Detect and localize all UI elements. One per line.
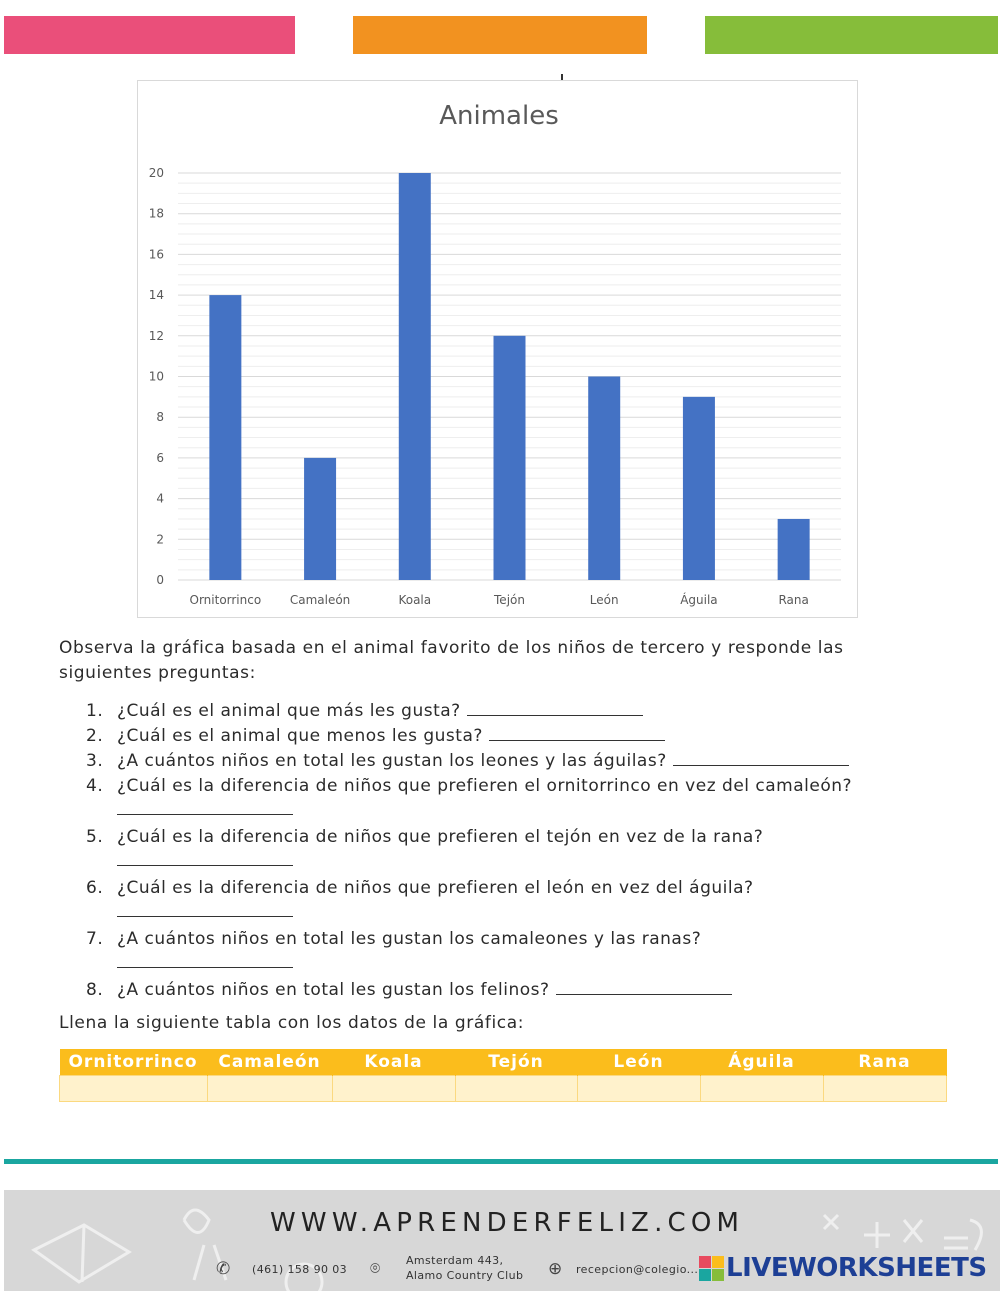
table-input-row xyxy=(60,1076,947,1102)
table-header-cell: Tejón xyxy=(455,1049,577,1076)
bar-rana xyxy=(778,519,810,580)
table-input-cell[interactable] xyxy=(207,1076,332,1102)
question-item xyxy=(86,699,946,724)
x-tick-label: Águila xyxy=(680,593,718,607)
y-tick-label: 12 xyxy=(148,328,164,343)
bar-ornitorrinco xyxy=(209,295,241,580)
question-text: ¿Cuál es el animal que menos les gusta? xyxy=(117,726,483,746)
question-item xyxy=(86,825,946,866)
bar-león xyxy=(588,377,620,581)
location-icon: ⌾ xyxy=(370,1259,381,1279)
y-tick-label: 18 xyxy=(148,206,164,221)
table-header-cell: Camaleón xyxy=(207,1049,332,1076)
answer-blank[interactable] xyxy=(673,749,849,766)
question-list xyxy=(86,699,946,1003)
bar-koala xyxy=(399,173,431,580)
question-item xyxy=(86,774,946,815)
x-tick-label: Camaleón xyxy=(289,593,351,607)
decor-bar-orange xyxy=(353,16,647,54)
x-tick-label: Ornitorrinco xyxy=(189,593,262,607)
y-tick-label: 6 xyxy=(156,450,164,465)
answer-blank[interactable] xyxy=(556,978,732,995)
table-header-row xyxy=(60,1049,947,1076)
bar-tejón xyxy=(494,336,526,580)
table-header-cell: León xyxy=(577,1049,700,1076)
question-number: 5. xyxy=(86,827,104,847)
table-input-cell[interactable] xyxy=(823,1076,946,1102)
table-label: Llena la siguiente tabla con los datos de la gráfica: xyxy=(59,1013,525,1033)
question-text: ¿Cuál es el animal que más les gusta? xyxy=(117,701,461,721)
x-tick-label: Koala xyxy=(398,593,432,607)
y-tick-label: 16 xyxy=(148,247,164,262)
table-header-cell: Ornitorrinco xyxy=(60,1049,208,1076)
question-number: 6. xyxy=(86,878,104,898)
chart-title: Animales xyxy=(439,101,559,131)
table-input-cell[interactable] xyxy=(60,1076,208,1102)
answer-blank[interactable] xyxy=(489,724,665,741)
question-text: ¿A cuántos niños en total les gustan los leones y las águilas? xyxy=(117,751,667,771)
footer-address-line2: Alamo Country Club xyxy=(406,1269,524,1282)
question-number: 1. xyxy=(86,701,104,721)
phone-icon: ✆ xyxy=(216,1259,231,1279)
x-tick-label: Rana xyxy=(778,593,809,607)
y-tick-label: 8 xyxy=(156,410,164,425)
decor-bar-green xyxy=(705,16,998,54)
table-input-cell[interactable] xyxy=(332,1076,455,1102)
table-input-cell[interactable] xyxy=(700,1076,823,1102)
question-text: ¿A cuántos niños en total les gustan los camaleones y las ranas? xyxy=(117,929,702,949)
footer xyxy=(4,1190,1000,1291)
table-input-cell[interactable] xyxy=(455,1076,577,1102)
question-item xyxy=(86,978,946,1003)
answer-blank[interactable] xyxy=(117,799,293,815)
question-item xyxy=(86,876,946,917)
question-text: ¿Cuál es la diferencia de niños que prefieren el león en vez del águila? xyxy=(117,878,754,898)
y-tick-label: 20 xyxy=(148,166,164,180)
question-number: 4. xyxy=(86,776,104,796)
bar-camaleón xyxy=(304,458,336,580)
y-tick-label: 10 xyxy=(148,369,164,384)
table-header-cell: Rana xyxy=(823,1049,946,1076)
table-header-cell: Koala xyxy=(332,1049,455,1076)
question-item xyxy=(86,927,946,968)
answer-blank[interactable] xyxy=(117,952,293,968)
answer-blank[interactable] xyxy=(117,901,293,917)
globe-icon: ⊕ xyxy=(548,1259,563,1279)
chart-svg xyxy=(138,81,859,619)
decor-bar-pink xyxy=(4,16,295,54)
footer-address-line1: Amsterdam 443, xyxy=(406,1254,504,1267)
question-text: ¿Cuál es la diferencia de niños que prefieren el tejón en vez de la rana? xyxy=(117,827,764,847)
answer-blank[interactable] xyxy=(467,699,643,716)
table-input-cell[interactable] xyxy=(577,1076,700,1102)
y-tick-label: 2 xyxy=(156,532,164,547)
bar-águila xyxy=(683,397,715,580)
footer-phone: (461) 158 90 03 xyxy=(252,1263,348,1276)
answer-blank[interactable] xyxy=(117,850,293,866)
liveworksheets-logo-icon xyxy=(699,1256,725,1282)
footer-email[interactable]: recepcion@colegio... xyxy=(576,1263,699,1276)
x-tick-label: León xyxy=(589,593,619,607)
question-number: 8. xyxy=(86,980,104,1000)
question-text: ¿Cuál es la diferencia de niños que prefieren el ornitorrinco en vez del camaleón? xyxy=(117,776,853,796)
instruction-text: Observa la gráfica basada en el animal favorito de los niños de tercero y responde las siguientes preguntas: xyxy=(59,638,844,683)
table-header-cell: Águila xyxy=(700,1049,823,1076)
y-tick-label: 0 xyxy=(156,573,164,587)
answer-table xyxy=(59,1049,947,1102)
question-number: 3. xyxy=(86,751,104,771)
question-item xyxy=(86,749,946,774)
y-tick-label: 4 xyxy=(156,491,164,506)
question-text: ¿A cuántos niños en total les gustan los felinos? xyxy=(117,980,550,1000)
footer-divider xyxy=(4,1159,998,1164)
liveworksheets-brand[interactable]: LIVEWORKSHEETS xyxy=(726,1253,987,1283)
question-item xyxy=(86,724,946,749)
question-number: 7. xyxy=(86,929,104,949)
x-tick-label: Tejón xyxy=(494,593,525,607)
bar-chart xyxy=(137,80,858,618)
footer-url[interactable]: WWW.APRENDERFELIZ.COM xyxy=(270,1208,745,1238)
question-number: 2. xyxy=(86,726,104,746)
y-tick-label: 14 xyxy=(148,288,164,303)
